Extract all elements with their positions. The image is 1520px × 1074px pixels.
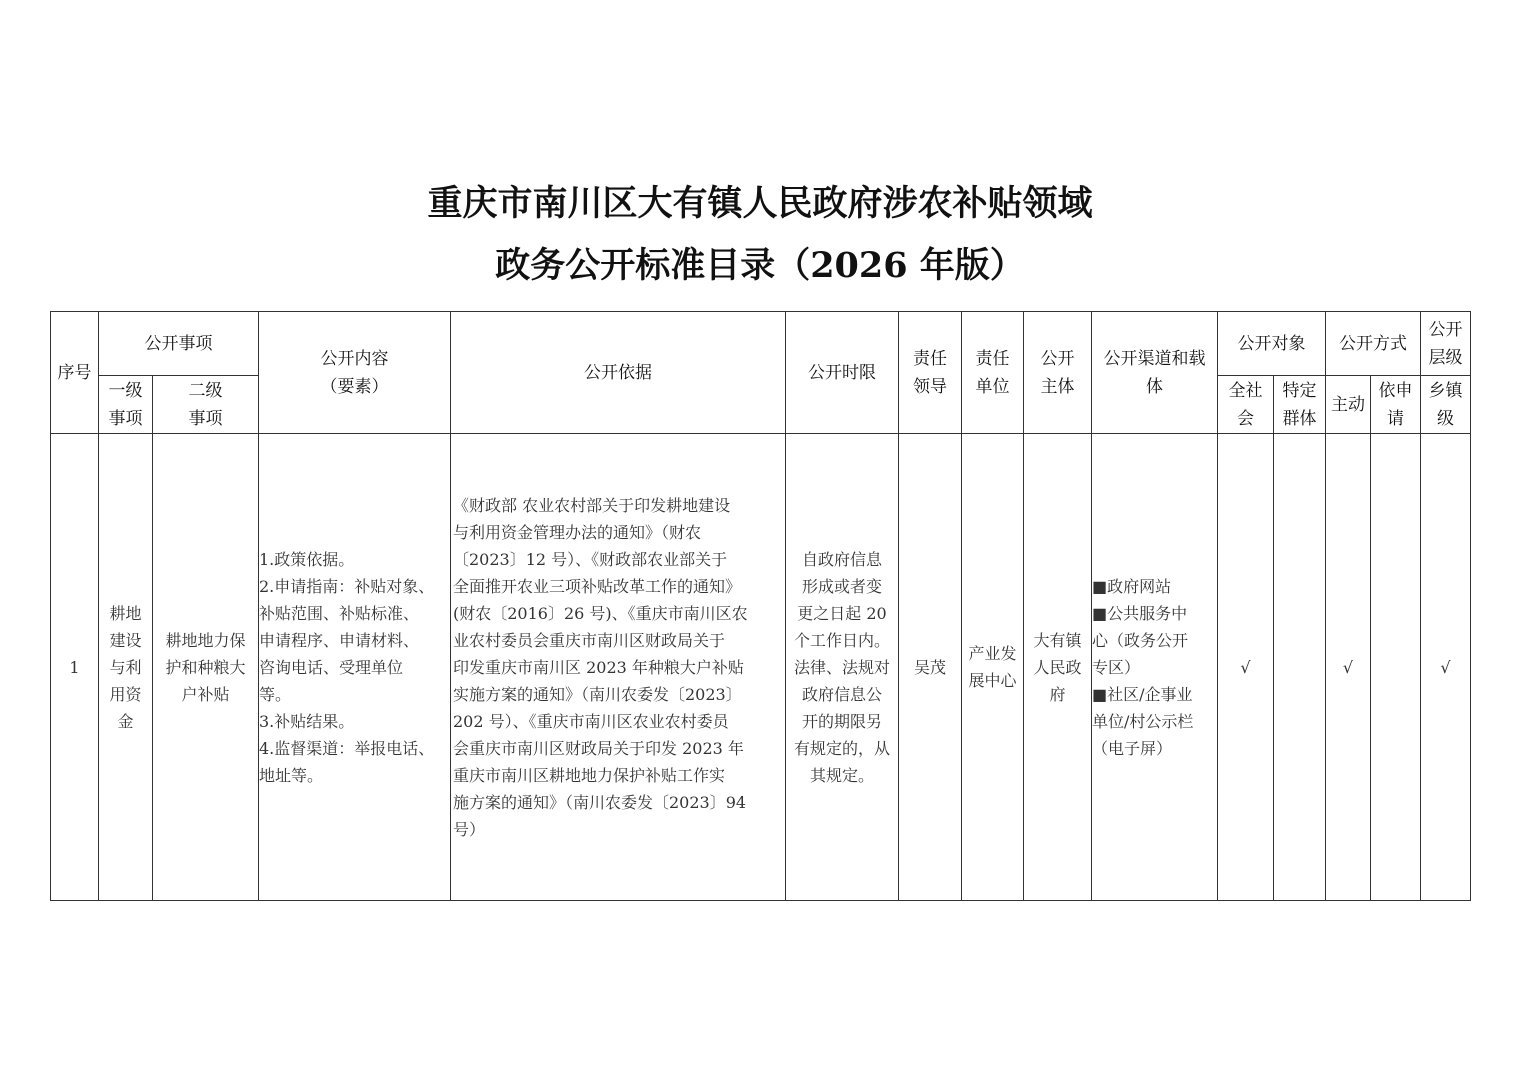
header-channel: 公开渠道和载 体 <box>1092 312 1218 434</box>
header-method: 公开方式 <box>1326 312 1421 376</box>
header-level2: 二级 事项 <box>153 376 259 434</box>
cell-method-active: √ <box>1326 434 1371 901</box>
cell-level-town: √ <box>1421 434 1471 901</box>
header-method-apply: 依申 请 <box>1371 376 1421 434</box>
cell-seq: 1 <box>51 434 99 901</box>
cell-leader: 吴茂 <box>899 434 962 901</box>
cell-target-specific <box>1274 434 1326 901</box>
header-item: 公开事项 <box>99 312 259 376</box>
cell-method-apply <box>1371 434 1421 901</box>
cell-unit: 产业发 展中心 <box>962 434 1024 901</box>
header-level-town: 乡镇 级 <box>1421 376 1471 434</box>
header-subject: 公开 主体 <box>1024 312 1092 434</box>
catalog-table <box>50 311 1471 901</box>
header-content: 公开内容 （要素） <box>259 312 451 434</box>
cell-channel: ■政府网站 ■公共服务中 心（政务公开 专区） ■社区/企事业 单位/村公示栏 （电子屏） <box>1092 434 1218 901</box>
header-level: 公开 层级 <box>1421 312 1471 376</box>
header-time-limit: 公开时限 <box>786 312 899 434</box>
header-seq: 序号 <box>51 312 99 434</box>
table-row <box>51 434 1471 901</box>
cell-level2: 耕地地力保 护和种粮大 户补贴 <box>153 434 259 901</box>
cell-target-all: √ <box>1218 434 1274 901</box>
header-target: 公开对象 <box>1218 312 1326 376</box>
header-target-specific: 特定 群体 <box>1274 376 1326 434</box>
cell-level1: 耕地 建设 与利 用资 金 <box>99 434 153 901</box>
header-leader: 责任 领导 <box>899 312 962 434</box>
header-basis: 公开依据 <box>451 312 786 434</box>
cell-basis: 《财政部 农业农村部关于印发耕地建设 与利用资金管理办法的通知》（财农 〔2023〕12 号）、《财政部农业部关于 全面推开农业三项补贴改革工作的通知》 (财农〔2016〕26 号)、《重庆市南川区农 业农村委员会重庆市南川区财政局关于 印发重庆市南川区 2023 年种粮大户补贴 实施方案的通知》（南川农委发〔2023〕 202 号）、《重庆市南川区农业农村委员 会重庆市南川区财政局关于印发 2023 年 重庆市南川区耕地地力保护补贴工作实 施方案的通知》（南川农委发〔2023〕94 号） <box>451 434 786 901</box>
document-title-line-1: 重庆市南川区大有镇人民政府涉农补贴领域 <box>427 183 1093 224</box>
document-title-line-2: 政务公开标准目录（2026 年版） <box>495 245 1025 286</box>
cell-subject: 大有镇 人民政 府 <box>1024 434 1092 901</box>
header-unit: 责任 单位 <box>962 312 1024 434</box>
cell-content: 1.政策依据。 2.申请指南：补贴对象、 补贴范围、补贴标准、 申请程序、申请材料、 咨询电话、受理单位 等。 3.补贴结果。 4.监督渠道：举报电话、 地址等。 <box>259 434 451 901</box>
header-row-1 <box>51 312 1471 376</box>
header-level1: 一级 事项 <box>99 376 153 434</box>
cell-time-limit: 自政府信息 形成或者变 更之日起 20 个工作日内。 法律、法规对 政府信息公 开的期限另 有规定的，从 其规定。 <box>786 434 899 901</box>
header-method-active: 主动 <box>1326 376 1371 434</box>
header-target-all: 全社 会 <box>1218 376 1274 434</box>
